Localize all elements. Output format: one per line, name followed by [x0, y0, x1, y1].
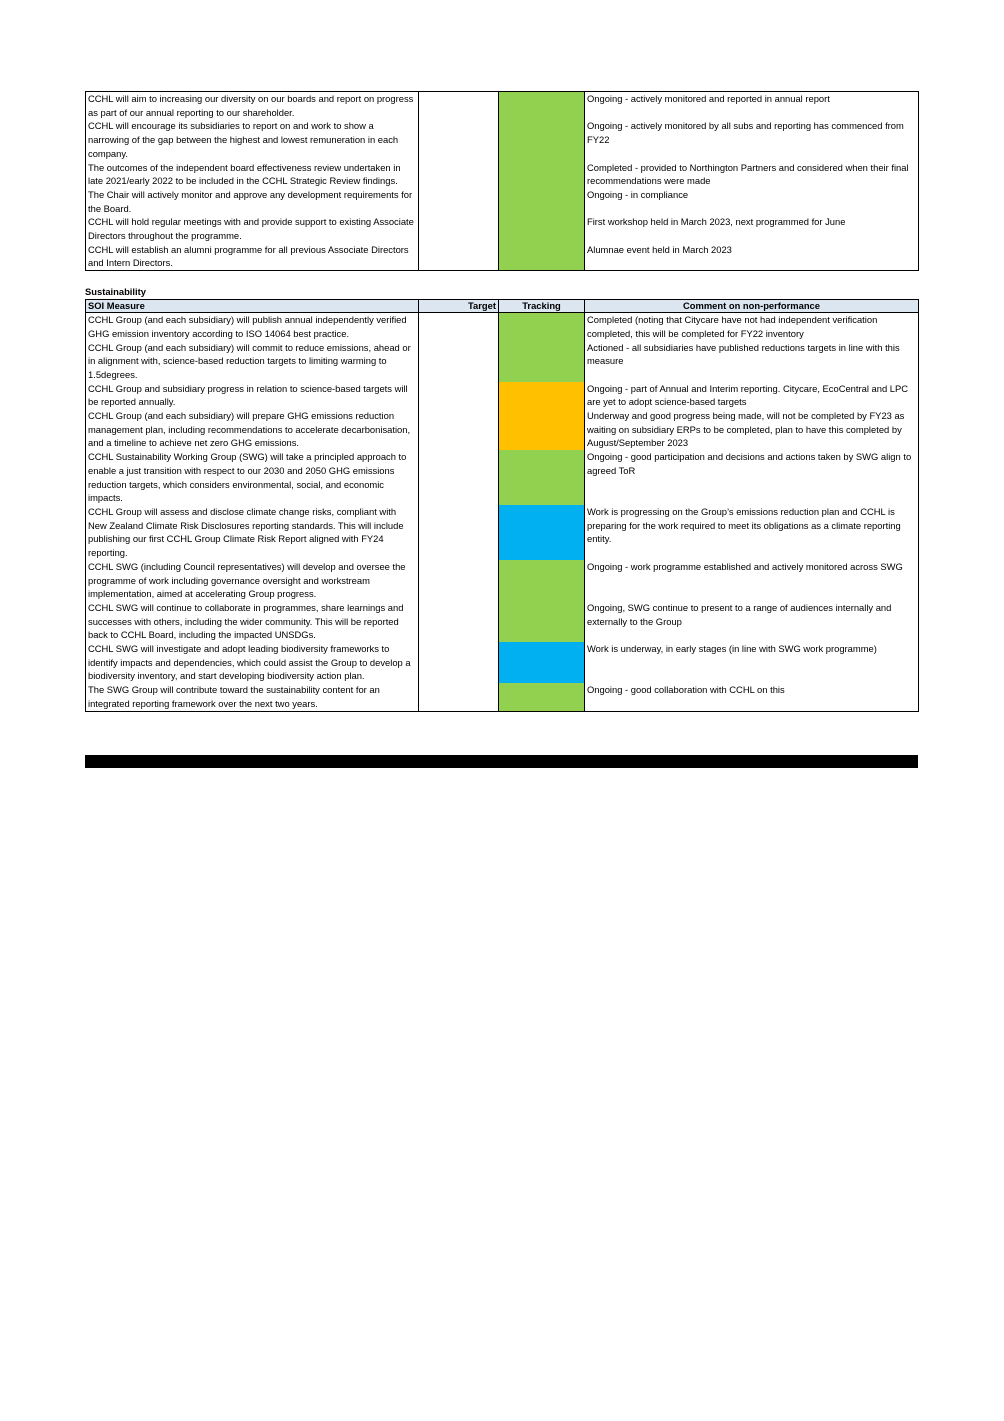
soi-measure-cell: CCHL Group will assess and disclose climate change risks, compliant with New Zealand Climate Risk Disclosures reporting standards. This will include publishing our first CCHL Group Climate Risk Report aligned with FY24 reporting. [86, 505, 419, 560]
footer-bar [85, 755, 918, 768]
governance-table-body [86, 92, 919, 271]
comment-cell: Work is underway, in early stages (in line with SWG work programme) [587, 643, 877, 655]
header-target: Target [419, 300, 499, 313]
comment-cell: Ongoing - part of Annual and Interim reporting. Citycare, EcoCentral and LPC are yet to adopt science-based targets [587, 382, 909, 408]
soi-measure-cell: CCHL SWG (including Council representatives) will develop and oversee the programme of work including governance oversight and workstream implementation, aimed at accelerating Group progress. [86, 560, 419, 601]
table-row [86, 382, 919, 409]
table-row [86, 642, 919, 683]
soi-measure-cell: CCHL will encourage its subsidiaries to report on and work to show a narrowing of the gap between the highest and lowest remuneration in each company. [86, 119, 419, 160]
section-title-sustainability: Sustainability [85, 286, 146, 298]
comment-cell: First workshop held in March 2023, next programmed for June [587, 216, 846, 228]
sustainability-table-body [86, 313, 919, 711]
soi-measure-cell: CCHL Sustainability Working Group (SWG) will take a principled approach to enable a just transition with respect to our 2030 and 2050 GHG emissions reduction targets, which considers environmental, social, and economic impacts. [86, 450, 419, 505]
table-row [86, 92, 919, 120]
soi-measure-cell: CCHL will hold regular meetings with and provide support to existing Associate Directors throughout the programme. [86, 215, 419, 242]
table-row [86, 450, 919, 505]
target-cell [419, 601, 499, 642]
table-row [86, 188, 919, 215]
comment-cell: Alumnae event held in March 2023 [587, 243, 732, 255]
tracking-status-green [499, 188, 585, 215]
table-row [86, 313, 919, 341]
comment-cell: Ongoing - actively monitored and reported in annual report [587, 93, 830, 104]
soi-measure-cell: The outcomes of the independent board effectiveness review undertaken in late 2021/early 2022 to be included in the CCHL Strategic Review findings. [86, 161, 419, 188]
governance-table [85, 91, 919, 271]
tracking-status-green [499, 601, 585, 642]
tracking-status-blue [499, 505, 585, 560]
target-cell [419, 505, 499, 560]
soi-measure-cell: The Chair will actively monitor and approve any development requirements for the Board. [86, 188, 419, 215]
target-cell [419, 642, 499, 683]
comment-cell: Actioned - all subsidiaries have published reductions targets in line with this measure [587, 341, 900, 367]
header-comment: Comment on non-performance [585, 300, 919, 313]
table-row [86, 161, 919, 188]
target-cell [419, 161, 499, 188]
tracking-status-amber [499, 409, 585, 450]
soi-measure-cell: CCHL SWG will investigate and adopt leading biodiversity frameworks to identify impacts and dependencies, which could assist the Group to develop a biodiversity inventory, and start developing biodiversity action plan. [86, 642, 419, 683]
comment-cell: Completed - provided to Northington Partners and considered when their final recommendations were made [587, 161, 909, 187]
comment-cell: Ongoing - work programme established and actively monitored across SWG [587, 560, 903, 572]
target-cell [419, 243, 499, 271]
comment-cell: Completed (noting that Citycare have not had independent verification completed, this will be completed for FY22 inventory [587, 314, 878, 339]
table-row [86, 683, 919, 711]
table-row [86, 560, 919, 601]
soi-measure-cell: CCHL Group (and each subsidiary) will prepare GHG emissions reduction management plan, including recommendations to accelerate decarbonisation, and a timeline to achieve net zero GHG emissions. [86, 409, 419, 450]
header-soi-measure: SOI Measure [86, 300, 419, 313]
tracking-status-green [499, 243, 585, 271]
tracking-status-green [499, 683, 585, 711]
soi-measure-cell: CCHL Group (and each subsidiary) will publish annual independently verified GHG emission inventory according to ISO 14064 best practice. [86, 313, 419, 341]
tracking-status-green [499, 215, 585, 242]
target-cell [419, 382, 499, 409]
comment-cell: Underway and good progress being made, will not be completed by FY23 as waiting on subsidiary ERPs to be completed, plan to have this completed by August/September 2023 [587, 410, 905, 449]
target-cell [419, 215, 499, 242]
report-page [85, 91, 918, 712]
table-row [86, 505, 919, 560]
soi-measure-cell: CCHL Group and subsidiary progress in relation to science-based targets will be reported annually. [86, 382, 419, 409]
header-tracking: Tracking [499, 300, 585, 313]
tracking-status-green [499, 341, 585, 382]
tracking-status-blue [499, 642, 585, 683]
table-row [86, 601, 919, 642]
table-row [86, 215, 919, 242]
table-row [86, 119, 919, 160]
soi-measure-cell: The SWG Group will contribute toward the sustainability content for an integrated reporting framework over the next two years. [86, 683, 419, 711]
target-cell [419, 188, 499, 215]
sustainability-header-row [86, 300, 919, 313]
soi-measure-cell: CCHL Group (and each subsidiary) will commit to reduce emissions, ahead or in alignment with, science-based reduction targets to limiting warming to 1.5degrees. [86, 341, 419, 382]
tracking-status-green [499, 450, 585, 505]
comment-cell: Work is progressing on the Group’s emissions reduction plan and CCHL is preparing for the work required to meet its obligations as a climate reporting entity. [587, 505, 901, 545]
tracking-status-green [499, 560, 585, 601]
target-cell [419, 450, 499, 505]
tracking-status-amber [499, 382, 585, 409]
sustainability-table [85, 299, 919, 711]
tracking-status-green [499, 161, 585, 188]
comment-cell: Ongoing - good participation and decisions and actions taken by SWG align to agreed ToR [587, 451, 912, 476]
table-row [86, 341, 919, 382]
comment-cell: Ongoing - in compliance [587, 188, 689, 200]
target-cell [419, 341, 499, 382]
target-cell [419, 119, 499, 160]
comment-cell: Ongoing, SWG continue to present to a range of audiences internally and externally to the Group [587, 601, 892, 627]
target-cell [419, 409, 499, 450]
tracking-status-green [499, 119, 585, 160]
target-cell [419, 560, 499, 601]
target-cell [419, 313, 499, 341]
tracking-status-green [499, 313, 585, 341]
comment-cell: Ongoing - good collaboration with CCHL on this [587, 684, 785, 696]
tracking-status-green [499, 92, 585, 120]
soi-measure-cell: CCHL will establish an alumni programme for all previous Associate Directors and Intern Directors. [86, 243, 419, 271]
target-cell [419, 92, 499, 120]
comment-cell: Ongoing - actively monitored by all subs and reporting has commenced from FY22 [587, 120, 904, 146]
table-row [86, 243, 919, 271]
table-row [86, 409, 919, 450]
target-cell [419, 683, 499, 711]
soi-measure-cell: CCHL SWG will continue to collaborate in programmes, share learnings and successes with others, including the wider community. This will be reported back to CCHL Board, including the impacted UNSDGs. [86, 601, 419, 642]
soi-measure-cell: CCHL will aim to increasing our diversity on our boards and report on progress as part of our annual reporting to our shareholder. [86, 92, 419, 120]
